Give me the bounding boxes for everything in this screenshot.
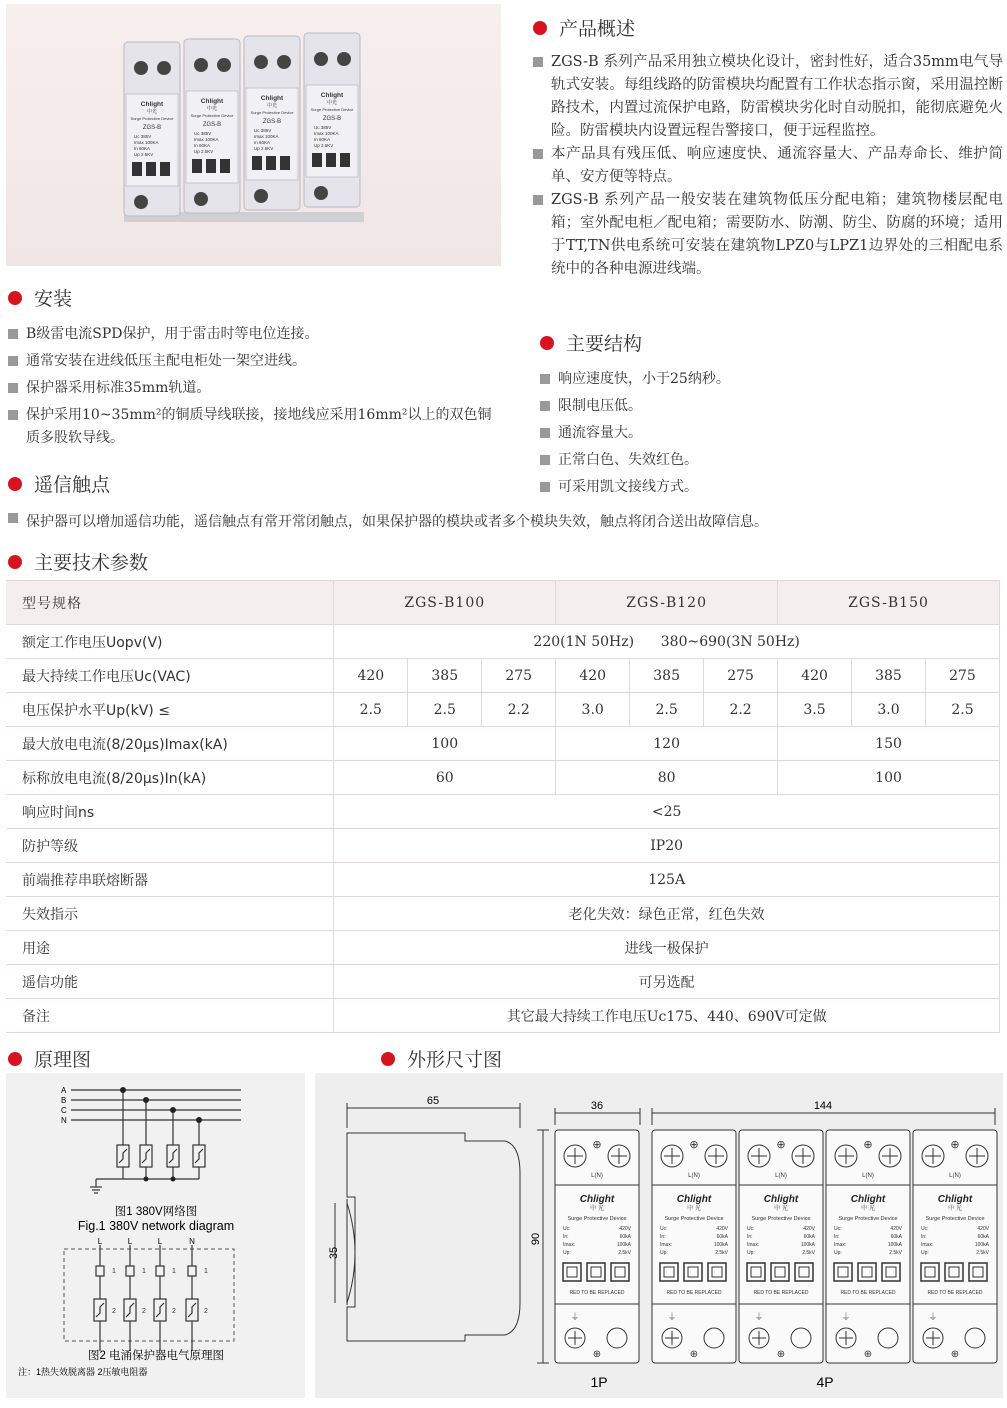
indicator-window — [252, 156, 262, 170]
table-cell: 80 — [556, 761, 778, 795]
spec-key: Uc: — [747, 1226, 755, 1232]
module-imax: Imax 100KA — [254, 134, 279, 139]
screw-icon — [314, 186, 328, 200]
spec-val: 60kA — [619, 1234, 631, 1240]
spec-key: In: — [747, 1234, 753, 1240]
screw-icon — [134, 61, 148, 75]
table-row — [6, 999, 1000, 1033]
install-title: 安装 — [8, 284, 498, 311]
overview-section — [533, 14, 1003, 281]
screw-icon — [217, 58, 231, 72]
module-uc: Uc 385V — [254, 128, 272, 133]
row-label: 失效指示 — [6, 897, 334, 931]
svg-text:1: 1 — [204, 1268, 208, 1275]
table-cell: 275 — [704, 659, 778, 693]
structure-item: 可采用凯文接线方式。 — [540, 476, 1000, 499]
spec-key: Imax: — [563, 1242, 576, 1248]
table-row — [6, 581, 1000, 625]
structure-item: 响应速度快，小于25纳秒。 — [540, 368, 1000, 391]
square-bullet-icon — [8, 356, 18, 366]
spec-val: 100kA — [974, 1242, 989, 1248]
spd-product-image — [6, 4, 501, 266]
table-cell: 420 — [556, 659, 630, 693]
module-brand: Chlight — [579, 1194, 615, 1205]
spec-key: In: — [834, 1234, 840, 1240]
square-bullet-icon — [533, 149, 543, 159]
table-row — [6, 829, 1000, 863]
spec-key: Uc: — [834, 1226, 842, 1232]
plus-icon: ⊕ — [689, 1349, 699, 1360]
row-label: 电压保护水平Up(kV) ≤ — [6, 693, 334, 727]
params-table — [6, 580, 1000, 1033]
screw-icon — [134, 195, 148, 209]
screw-icon — [194, 58, 208, 72]
table-cell: 385 — [630, 659, 704, 693]
indicator-window — [132, 162, 142, 176]
replace-note: RED TO BE REPLACED — [666, 1290, 722, 1296]
row-label: 标称放电电流(8/20μs)In(kA) — [6, 761, 334, 795]
module-in: In 60KA — [254, 140, 271, 145]
module-desc: Surge Protective Device — [190, 113, 234, 118]
spec-val: 420V — [890, 1226, 902, 1232]
install-item: B级雷电流SPD保护，用于雷击时等电位连接。 — [8, 323, 498, 346]
principle-diagram — [6, 1073, 305, 1398]
spd-module — [244, 36, 300, 210]
module-in: In 60KA — [134, 146, 151, 151]
table-cell: 老化失效：绿色正常，红色失效 — [334, 897, 1000, 931]
module-brand: Chlight — [260, 95, 284, 102]
spec-val: 420V — [977, 1226, 989, 1232]
dimension-module — [826, 1130, 910, 1363]
square-bullet-icon — [540, 401, 550, 411]
spec-val: 2.5kV — [976, 1250, 989, 1256]
ln-label: L(N) — [688, 1173, 700, 1179]
svg-text:1: 1 — [172, 1268, 176, 1275]
line-label-c: C — [61, 1106, 67, 1115]
spec-key: Up: — [834, 1250, 842, 1256]
spec-val: 60kA — [890, 1234, 902, 1240]
module-desc: Surge Protective Device — [567, 1216, 627, 1222]
spec-val: 420V — [803, 1226, 815, 1232]
table-cell: 275 — [925, 659, 999, 693]
table-cell: 420 — [778, 659, 852, 693]
spec-key: In: — [921, 1234, 927, 1240]
table-cell: 125A — [334, 863, 1000, 897]
module-brand: Chlight — [320, 92, 344, 99]
module-sub: 中 光 — [774, 1206, 788, 1212]
plus-icon: ⊕ — [863, 1349, 873, 1360]
screw-icon — [254, 189, 268, 203]
module-desc: Surge Protective Device — [838, 1216, 898, 1222]
module-brand: Chlight — [850, 1194, 886, 1205]
fig1-caption-en: Fig.1 380V network diagram — [77, 1219, 235, 1233]
module-brand: Chlight — [676, 1194, 712, 1205]
table-cell: 100 — [778, 761, 1000, 795]
svg-text:1: 1 — [112, 1268, 116, 1275]
indicator-window — [312, 153, 322, 167]
spec-key: Up: — [747, 1250, 755, 1256]
4p-width-label: 144 — [813, 1100, 833, 1112]
screw-icon — [277, 55, 291, 69]
square-bullet-icon — [533, 57, 543, 67]
square-bullet-icon — [8, 513, 18, 523]
remote-section — [8, 470, 998, 534]
spec-key: Uc: — [563, 1226, 571, 1232]
table-row — [6, 761, 1000, 795]
structure-title: 主要结构 — [540, 329, 1000, 356]
table-cell: 2.5 — [925, 693, 999, 727]
module-imax: Imax 100KA — [194, 137, 219, 142]
module-sub: 中 光 — [948, 1206, 962, 1212]
module-up: Up 2.5KV — [314, 143, 334, 148]
module-sub: 中光 — [146, 109, 158, 115]
table-cell: 150 — [778, 727, 1000, 761]
square-bullet-icon — [540, 455, 550, 465]
dimensions-title: 外形尺寸图 — [381, 1045, 502, 1072]
module-model: ZGS-B — [202, 122, 222, 128]
row-label: 响应时间ns — [6, 795, 334, 829]
install-item: 通常安装在进线低压主配电柜处一架空进线。 — [8, 350, 498, 373]
table-cell: 2.5 — [408, 693, 482, 727]
replace-note: RED TO BE REPLACED — [840, 1290, 896, 1296]
structure-item: 正常白色、失效红色。 — [540, 449, 1000, 472]
spd-module — [304, 33, 360, 207]
screw-icon — [314, 52, 328, 66]
svg-text:1: 1 — [142, 1268, 146, 1275]
square-bullet-icon — [8, 410, 18, 420]
module-up: Up 2.5KV — [254, 146, 274, 151]
spec-key: Imax: — [834, 1242, 847, 1248]
table-row — [6, 727, 1000, 761]
indicator-window — [146, 162, 156, 176]
module-sub: 中光 — [266, 103, 278, 109]
spec-val: 2.5kV — [618, 1250, 631, 1256]
red-dot-icon — [8, 291, 22, 305]
table-row — [6, 931, 1000, 965]
spec-val: 100kA — [887, 1242, 902, 1248]
indicator-window — [160, 162, 170, 176]
rail-height-label: 35 — [328, 1246, 340, 1260]
fig2-label-l3: L — [157, 1237, 163, 1246]
indicator-window — [266, 156, 276, 170]
spec-val: 420V — [619, 1226, 631, 1232]
spec-key: Imax: — [747, 1242, 760, 1248]
table-cell: <25 — [334, 795, 1000, 829]
indicator-window — [326, 153, 336, 167]
module-uc: Uc 385V — [134, 134, 152, 139]
spec-val: 2.5kV — [802, 1250, 815, 1256]
table-cell: 385 — [408, 659, 482, 693]
ground-icon: ⏚ — [570, 1312, 580, 1322]
module-sub: 中光 — [326, 100, 338, 106]
install-item: 保护采用10~35mm²的铜质导线联接，接地线应采用16mm²以上的双色铜质多股软导线。 — [8, 404, 498, 450]
spec-key: Up: — [563, 1250, 571, 1256]
spec-val: 60kA — [977, 1234, 989, 1240]
indicator-window — [220, 159, 230, 173]
square-bullet-icon — [8, 329, 18, 339]
indicator-window — [280, 156, 290, 170]
table-row — [6, 795, 1000, 829]
install-item: 保护器采用标准35mm轨道。 — [8, 377, 498, 400]
circuit-diagram — [6, 1073, 305, 1398]
row-label: 最大持续工作电压Uc(VAC) — [6, 659, 334, 693]
spec-val: 420V — [716, 1226, 728, 1232]
square-bullet-icon — [540, 428, 550, 438]
plus-icon: ⊕ — [592, 1349, 602, 1360]
1p-label: 1P — [590, 1374, 608, 1390]
table-cell: 100 — [334, 727, 556, 761]
module-up: Up 2.5KV — [134, 152, 154, 157]
table-cell: 3.5 — [778, 693, 852, 727]
row-label: 备注 — [6, 999, 334, 1033]
plus-icon: ⊕ — [592, 1139, 602, 1151]
spec-val: 60kA — [803, 1234, 815, 1240]
dimension-module — [652, 1130, 736, 1363]
overview-paragraph: ZGS-B 系列产品采用独立模块化设计，密封性好，适合35mm电气导轨式安装。每组线路的防雷模块均配置有工作状态指示窗，采用温控断路技术，内置过流保护电路，防雷模块劣化时自动脱扣，能彻底避免火险。防雷模块内设置远程告警接口，便于远程监控。 — [533, 51, 1003, 143]
module-brand: Chlight — [140, 101, 164, 108]
remote-title: 遥信触点 — [8, 470, 998, 497]
square-bullet-icon — [8, 383, 18, 393]
screw-icon — [157, 61, 171, 75]
fig2-caption: 图2 电涌保护器电气原理图 — [87, 1350, 225, 1362]
spec-val: 100kA — [800, 1242, 815, 1248]
side-width-label: 65 — [426, 1095, 440, 1107]
module-desc: Surge Protective Device — [751, 1216, 811, 1222]
plus-icon: ⊕ — [689, 1139, 699, 1151]
indicator-window — [340, 153, 350, 167]
row-label: 型号规格 — [6, 581, 334, 625]
replace-note: RED TO BE REPLACED — [753, 1290, 809, 1296]
ground-icon: ⏚ — [928, 1312, 938, 1322]
red-dot-icon — [381, 1052, 395, 1066]
overview-paragraph: ZGS-B 系列产品一般安装在建筑物低压分配电箱；建筑物楼层配电箱；室外配电柜／配电箱；需要防水、防潮、防尘、防腐的环境；适用于TT,TN供电系统可安装在建筑物LPZ0与LPZ1边界处的三相配电系统中的各种电源进线端。 — [533, 189, 1003, 281]
module-sub: 中 光 — [590, 1206, 604, 1212]
model-cell: ZGS-B120 — [556, 581, 778, 625]
table-cell: 2.5 — [334, 693, 408, 727]
table-cell: 60 — [334, 761, 556, 795]
table-row — [6, 659, 1000, 693]
module-uc: Uc 385V — [314, 125, 332, 130]
table-cell: 可另选配 — [334, 965, 1000, 999]
module-model: ZGS-B — [322, 116, 342, 122]
ln-label: L(N) — [591, 1173, 603, 1179]
1p-width-label: 36 — [590, 1100, 604, 1112]
structure-item: 通流容量大。 — [540, 422, 1000, 445]
square-bullet-icon — [540, 374, 550, 384]
spec-key: In: — [660, 1234, 666, 1240]
screw-icon — [337, 52, 351, 66]
module-desc: Surge Protective Device — [310, 107, 354, 112]
table-cell: IP20 — [334, 829, 1000, 863]
table-cell: 220(1N 50Hz) 380~690(3N 50Hz) — [334, 625, 1000, 659]
svg-text:2: 2 — [142, 1308, 146, 1315]
spec-val: 100kA — [616, 1242, 631, 1248]
plus-icon: ⊕ — [863, 1139, 873, 1151]
dimension-module — [913, 1130, 997, 1363]
product-photo — [6, 4, 501, 266]
module-model: ZGS-B — [262, 119, 282, 125]
table-cell: 3.0 — [556, 693, 630, 727]
red-dot-icon — [8, 1052, 22, 1066]
plus-icon: ⊕ — [950, 1139, 960, 1151]
spec-val: 2.5kV — [889, 1250, 902, 1256]
structure-item: 限制电压低。 — [540, 395, 1000, 418]
module-sub: 中光 — [206, 106, 218, 112]
svg-text:2: 2 — [204, 1308, 208, 1315]
overview-title: 产品概述 — [533, 14, 1003, 41]
spec-key: Imax: — [921, 1242, 934, 1248]
table-cell: 2.2 — [482, 693, 556, 727]
overview-paragraph: 本产品具有残压低、响应速度快、通流容量大、产品寿命长、维护简单、安方便等特点。 — [533, 143, 1003, 189]
dimension-svg — [315, 1073, 1003, 1398]
table-cell: 120 — [556, 727, 778, 761]
line-label-n: N — [61, 1116, 67, 1125]
table-cell: 420 — [334, 659, 408, 693]
red-dot-icon — [540, 336, 554, 350]
module-imax: Imax 100KA — [314, 131, 339, 136]
module-in: In 60KA — [314, 137, 331, 142]
line-label-a: A — [61, 1086, 67, 1095]
module-desc: Surge Protective Device — [925, 1216, 985, 1222]
ln-label: L(N) — [949, 1173, 961, 1179]
spec-val: 60kA — [716, 1234, 728, 1240]
plus-icon: ⊕ — [776, 1139, 786, 1151]
table-cell: 385 — [852, 659, 926, 693]
ground-icon: ⏚ — [667, 1312, 677, 1322]
row-label: 最大放电电流(8/20μs)Imax(kA) — [6, 727, 334, 761]
model-cell: ZGS-B150 — [778, 581, 1000, 625]
install-section — [8, 284, 498, 450]
model-cell: ZGS-B100 — [334, 581, 556, 625]
table-cell: 2.5 — [630, 693, 704, 727]
row-label: 前端推荐串联熔断器 — [6, 863, 334, 897]
params-title: 主要技术参数 — [8, 548, 148, 575]
screw-icon — [254, 55, 268, 69]
fig2-label-n: N — [189, 1237, 195, 1246]
spec-key: Up: — [921, 1250, 929, 1256]
table-row — [6, 693, 1000, 727]
remote-text: 保护器可以增加遥信功能，遥信触点有常开常闭触点，如果保护器的模块或者多个模块失效，触点将闭合送出故障信息。 — [8, 511, 998, 534]
4p-label: 4P — [816, 1374, 834, 1390]
plus-icon: ⊕ — [950, 1349, 960, 1360]
ln-label: L(N) — [775, 1173, 787, 1179]
row-label: 防护等级 — [6, 829, 334, 863]
svg-text:2: 2 — [112, 1308, 116, 1315]
screw-icon — [194, 192, 208, 206]
ln-label: L(N) — [862, 1173, 874, 1179]
fig2-note: 注：1热失效脱离器 2压敏电阻器 — [18, 1367, 148, 1377]
table-cell: 275 — [482, 659, 556, 693]
module-desc: Surge Protective Device — [250, 110, 294, 115]
dimension-drawing — [315, 1073, 1003, 1398]
replace-note: RED TO BE REPLACED — [569, 1290, 625, 1296]
fig1-caption-cn: 图1 380V网络图 — [114, 1206, 198, 1218]
plus-icon: ⊕ — [776, 1349, 786, 1360]
module-uc: Uc 385V — [194, 131, 212, 136]
dimension-module — [555, 1130, 639, 1363]
red-dot-icon — [8, 477, 22, 491]
table-cell: 3.0 — [852, 693, 926, 727]
line-label-b: B — [61, 1096, 67, 1105]
table-row — [6, 897, 1000, 931]
table-cell: 其它最大持续工作电压Uc175、440、690V可定做 — [334, 999, 1000, 1033]
module-brand: Chlight — [937, 1194, 973, 1205]
indicator-window — [192, 159, 202, 173]
module-sub: 中 光 — [861, 1206, 875, 1212]
row-label: 用途 — [6, 931, 334, 965]
spec-key: Uc: — [660, 1226, 668, 1232]
red-dot-icon — [8, 555, 22, 569]
indicator-window — [206, 159, 216, 173]
module-model: ZGS-B — [142, 125, 162, 131]
red-dot-icon — [533, 21, 547, 35]
spec-val: 2.5kV — [715, 1250, 728, 1256]
spec-val: 100kA — [713, 1242, 728, 1248]
table-row — [6, 625, 1000, 659]
principle-title: 原理图 — [8, 1045, 91, 1072]
fig2-label-l2: L — [127, 1237, 133, 1246]
svg-text:2: 2 — [172, 1308, 176, 1315]
module-up: Up 2.5KV — [194, 149, 214, 154]
table-cell: 进线一极保护 — [334, 931, 1000, 965]
module-brand: Chlight — [763, 1194, 799, 1205]
table-row — [6, 863, 1000, 897]
spd-module — [124, 42, 180, 216]
table-row — [6, 965, 1000, 999]
fig2-label-l1: L — [97, 1237, 103, 1246]
module-brand: Chlight — [200, 98, 224, 105]
square-bullet-icon — [533, 195, 543, 205]
dimension-module — [739, 1130, 823, 1363]
table-cell: 2.2 — [704, 693, 778, 727]
row-label: 额定工作电压Uopv(V) — [6, 625, 334, 659]
total-height-label: 90 — [530, 1232, 542, 1246]
spec-key: Uc: — [921, 1226, 929, 1232]
module-in: In 60KA — [194, 143, 211, 148]
module-desc: Surge Protective Device — [664, 1216, 724, 1222]
module-desc: Surge Protective Device — [130, 116, 174, 121]
spec-key: Up: — [660, 1250, 668, 1256]
spd-module — [184, 39, 240, 213]
spec-key: Imax: — [660, 1242, 673, 1248]
module-imax: Imax 100KA — [134, 140, 159, 145]
spec-key: In: — [563, 1234, 569, 1240]
ground-icon: ⏚ — [754, 1312, 764, 1322]
row-label: 遥信功能 — [6, 965, 334, 999]
replace-note: RED TO BE REPLACED — [927, 1290, 983, 1296]
module-sub: 中 光 — [687, 1206, 701, 1212]
ground-icon: ⏚ — [841, 1312, 851, 1322]
